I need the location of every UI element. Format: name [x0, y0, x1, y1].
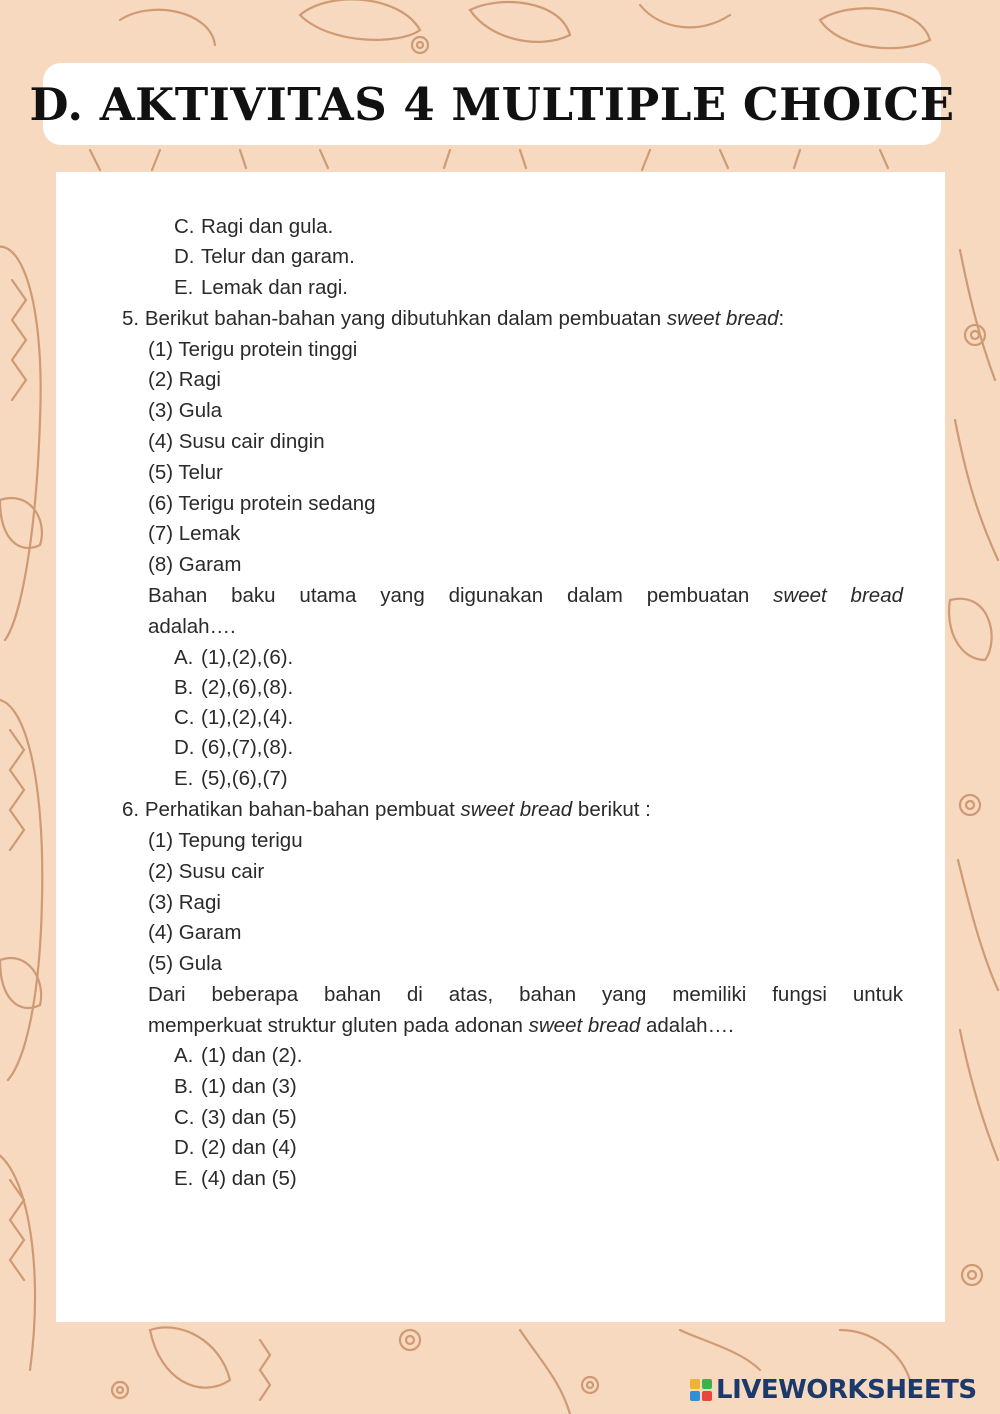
prev-option-c[interactable] [174, 212, 333, 242]
q5-question-line [148, 581, 903, 611]
stem-text: Perhatikan bahan-bahan pembuat [144, 798, 461, 821]
question-number: 5. [122, 307, 140, 330]
question-6-stem [122, 795, 651, 825]
option-letter: C. [174, 706, 195, 729]
q6-option-b[interactable] [174, 1072, 297, 1102]
q6-item: (2) Susu cair [148, 860, 265, 883]
worksheet-paper [56, 172, 945, 1322]
q6-option-c[interactable] [174, 1103, 297, 1133]
logo-square [702, 1391, 712, 1401]
question-number: 6. [122, 798, 140, 821]
option-text: (2) dan (4) [201, 1136, 297, 1159]
q5-item: (3) Gula [148, 399, 223, 422]
option-letter: D. [174, 1136, 195, 1159]
liveworksheets-logo-icon [690, 1379, 712, 1401]
page-title: D. AKTIVITAS 4 MULTIPLE CHOICE [29, 77, 955, 131]
logo-square [702, 1379, 712, 1389]
q5-item: (6) Terigu protein sedang [148, 492, 376, 515]
option-text: (1),(2),(6). [201, 646, 294, 669]
option-letter: E. [174, 1167, 194, 1190]
prev-option-d[interactable] [174, 242, 355, 272]
q6-item: (4) Garam [148, 921, 242, 944]
option-letter: D. [174, 736, 195, 759]
q6-question-line-2 [148, 1011, 734, 1041]
option-letter: B. [174, 676, 194, 699]
q5-option-a[interactable] [174, 643, 293, 673]
q6-item: (1) Tepung terigu [148, 829, 303, 852]
logo-square [690, 1391, 700, 1401]
question-text: Bahan baku utama yang digunakan dalam pembuatan [148, 584, 774, 607]
liveworksheets-logo[interactable] [690, 1372, 977, 1408]
q6-option-d[interactable] [174, 1133, 297, 1163]
stem-end: : [778, 307, 785, 330]
title-banner [29, 63, 955, 145]
logo-square [690, 1379, 700, 1389]
question-text: memperkuat struktur gluten pada adonan [148, 1014, 529, 1037]
option-letter: A. [174, 646, 194, 669]
option-letter: B. [174, 1075, 194, 1098]
q5-option-d[interactable] [174, 733, 293, 763]
prev-option-e[interactable] [174, 273, 348, 303]
option-text: (3) dan (5) [201, 1106, 297, 1129]
option-letter: A. [174, 1044, 194, 1067]
q5-item: (2) Ragi [148, 368, 221, 391]
option-letter: E. [174, 276, 194, 299]
option-text: Telur dan garam. [201, 245, 355, 268]
q5-option-e[interactable] [174, 764, 288, 794]
q5-option-b[interactable] [174, 673, 293, 703]
q6-question-line-1: Dari beberapa bahan di atas, bahan yang memiliki fungsi untuk [148, 983, 903, 1006]
q5-item: (8) Garam [148, 553, 242, 576]
stem-end: berikut : [572, 798, 651, 821]
q6-option-a[interactable] [174, 1041, 302, 1071]
question-emphasis: sweet bread [528, 1014, 641, 1037]
option-letter: D. [174, 245, 195, 268]
q5-item: (5) Telur [148, 461, 223, 484]
option-text: (2),(6),(8). [201, 676, 294, 699]
q6-item: (3) Ragi [148, 891, 221, 914]
question-emphasis: sweet bread [773, 584, 903, 607]
option-letter: C. [174, 1106, 195, 1129]
q6-item: (5) Gula [148, 952, 223, 975]
q5-question-end: adalah…. [148, 615, 236, 638]
option-text: (1),(2),(4). [201, 706, 294, 729]
option-letter: C. [174, 215, 195, 238]
option-text: (4) dan (5) [201, 1167, 297, 1190]
stem-text: Berikut bahan-bahan yang dibutuhkan dalam pembuatan [144, 307, 667, 330]
q6-option-e[interactable] [174, 1164, 297, 1194]
option-text: Lemak dan ragi. [201, 276, 349, 299]
option-text: Ragi dan gula. [201, 215, 334, 238]
question-end: adalah…. [640, 1014, 734, 1037]
q5-item: (1) Terigu protein tinggi [148, 338, 358, 361]
q5-option-c[interactable] [174, 703, 293, 733]
option-text: (5),(6),(7) [201, 767, 288, 790]
question-5-stem [122, 304, 784, 334]
q5-item: (7) Lemak [148, 522, 241, 545]
option-letter: E. [174, 767, 194, 790]
logo-text: LIVEWORKSHEETS [716, 1375, 977, 1405]
option-text: (6),(7),(8). [201, 736, 294, 759]
stem-emphasis: sweet bread [460, 798, 573, 821]
stem-emphasis: sweet bread [666, 307, 779, 330]
option-text: (1) dan (3) [201, 1075, 297, 1098]
option-text: (1) dan (2). [201, 1044, 303, 1067]
q5-item: (4) Susu cair dingin [148, 430, 325, 453]
